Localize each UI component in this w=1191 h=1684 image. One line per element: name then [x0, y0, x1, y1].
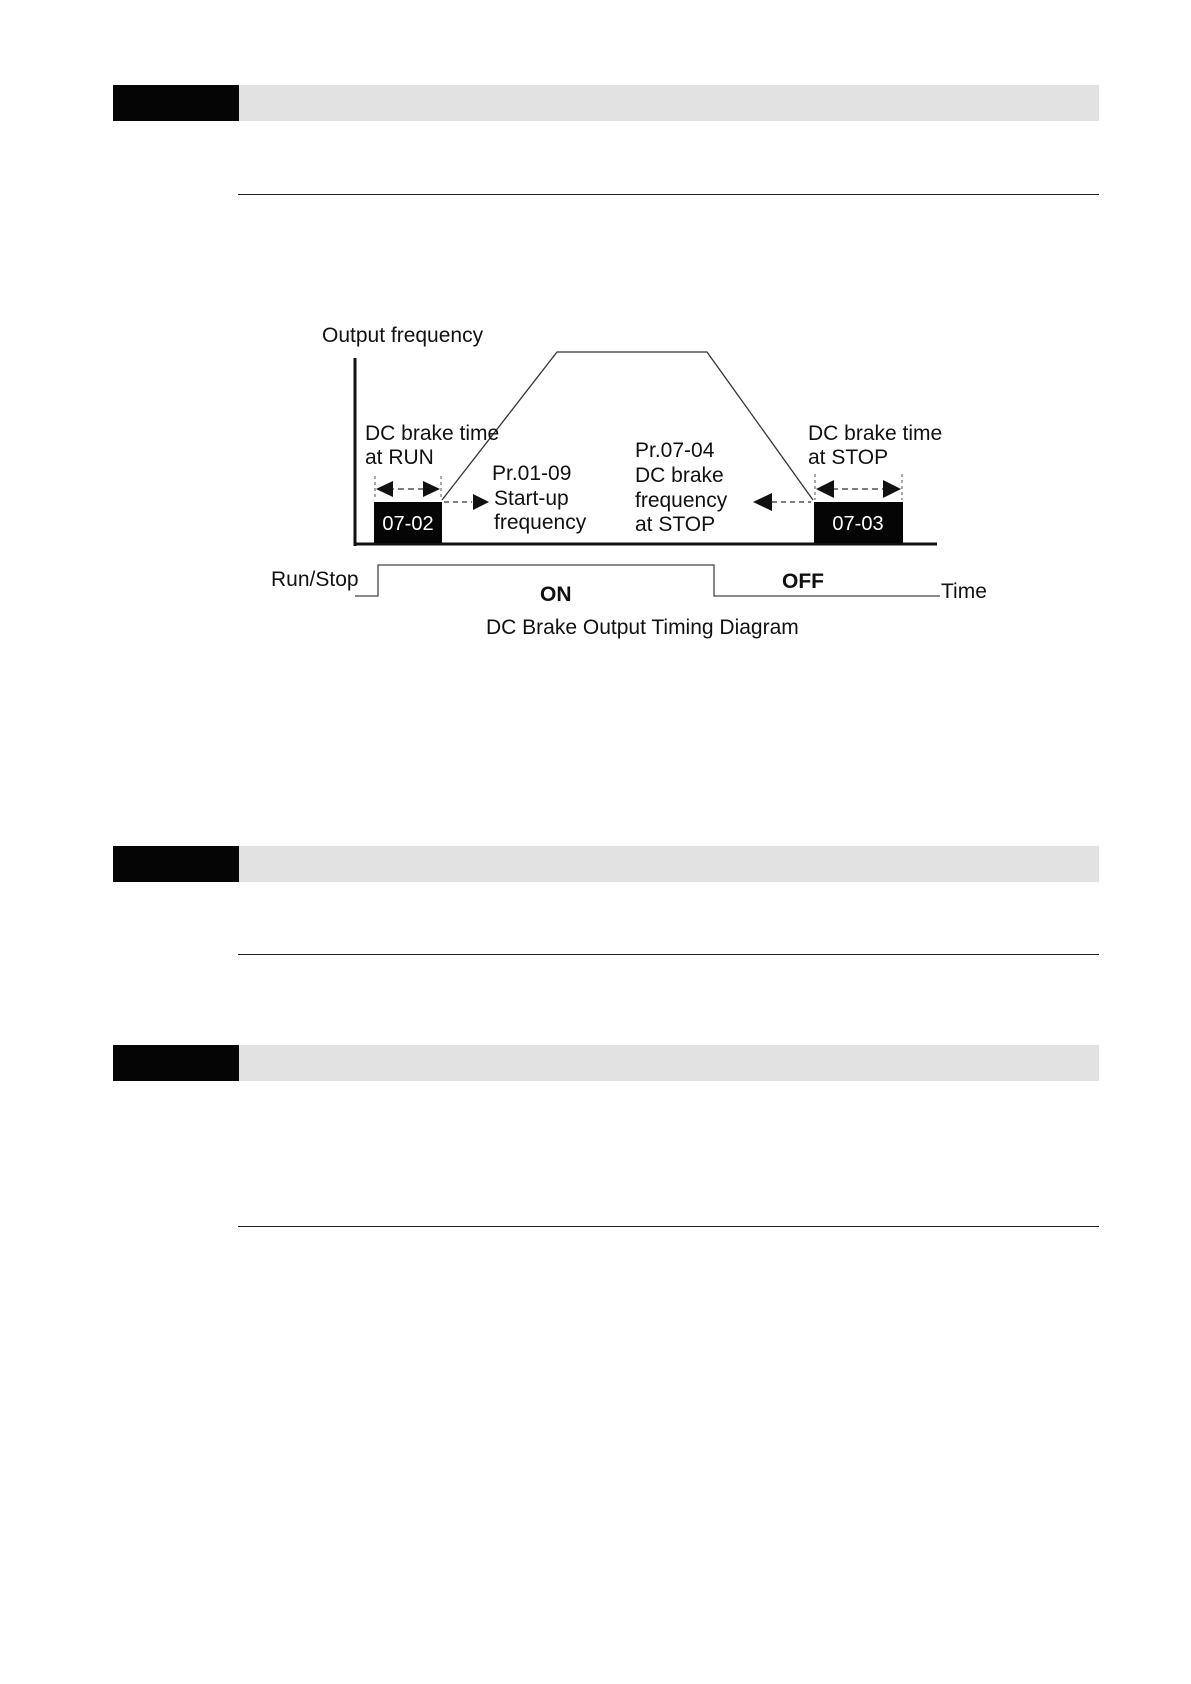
off-label: OFF [782, 570, 824, 593]
dc-brake-run-label-line1: DC brake time [365, 422, 500, 445]
stop-frequency-label-line3: frequency [635, 489, 728, 512]
y-axis-label: Output frequency [322, 324, 484, 347]
run-stop-signal-line [355, 565, 940, 596]
param-07-03-label: 07-03 [832, 513, 884, 535]
dc-brake-stop-dimension [815, 474, 902, 500]
startup-frequency-pointer [444, 494, 489, 510]
startup-label-line3: frequency [494, 511, 587, 534]
dc-brake-run-label-line2: at RUN [365, 446, 434, 469]
on-label: ON [540, 583, 572, 606]
stop-frequency-label-line4: at STOP [635, 513, 716, 536]
param-07-02-label: 07-02 [382, 513, 434, 535]
dc-brake-run-dimension [375, 476, 441, 500]
stop-frequency-pointer [753, 493, 811, 511]
startup-label-line1: Pr.01-09 [492, 462, 572, 485]
startup-label-line2: Start-up [494, 487, 569, 510]
diagram-caption: DC Brake Output Timing Diagram [486, 616, 799, 639]
time-label: Time [941, 580, 987, 603]
dc-brake-stop-label-line1: DC brake time [808, 422, 943, 445]
dc-brake-stop-label-line2: at STOP [808, 446, 889, 469]
stop-frequency-label-line1: Pr.07-04 [635, 439, 715, 462]
stop-frequency-label-line2: DC brake [635, 464, 724, 487]
run-stop-label: Run/Stop [271, 568, 359, 591]
